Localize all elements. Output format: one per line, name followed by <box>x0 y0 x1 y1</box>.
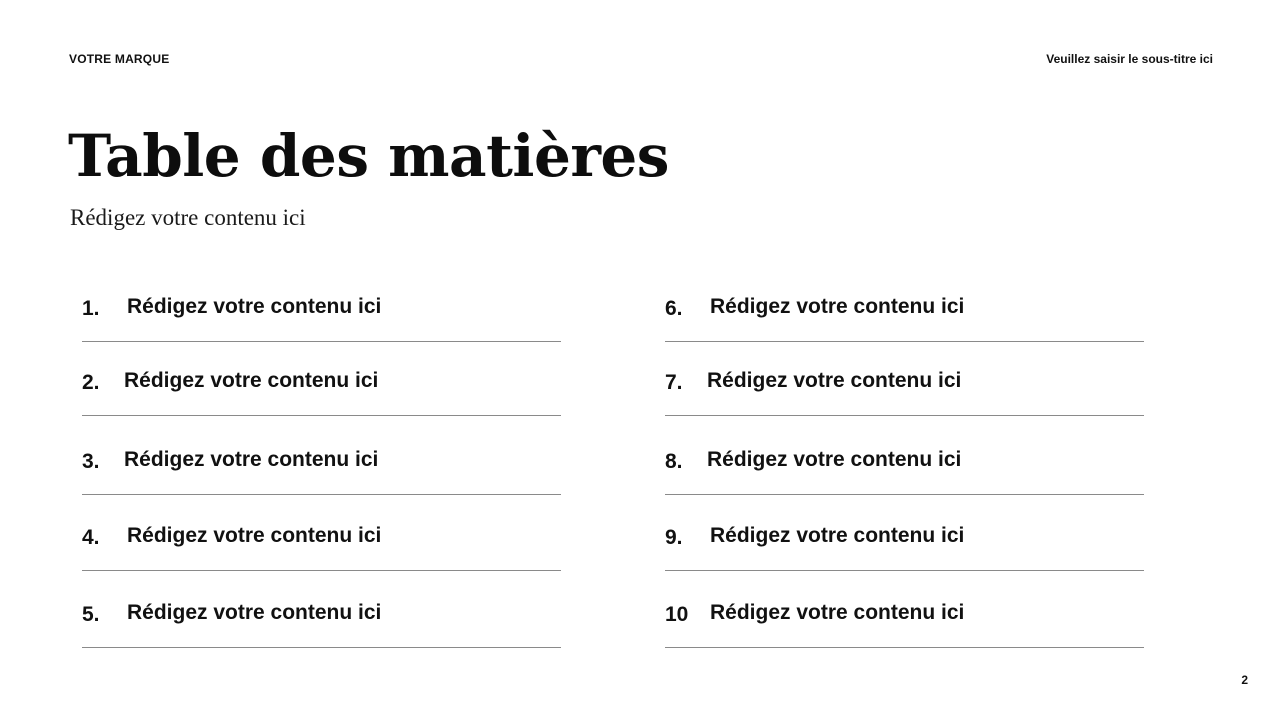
brand-name: VOTRE MARQUE <box>69 52 170 66</box>
toc-item-2[interactable] <box>82 365 561 416</box>
toc-number: 3. <box>82 450 100 473</box>
toc-number: 1. <box>82 297 100 320</box>
toc-label: Rédigez votre contenu ici <box>710 601 965 624</box>
toc-number: 7. <box>665 371 683 394</box>
toc-label: Rédigez votre contenu ici <box>710 524 965 547</box>
toc-item-10[interactable] <box>665 597 1144 648</box>
toc-number: 5. <box>82 603 100 626</box>
toc-number: 4. <box>82 526 100 549</box>
page-number: 2 <box>1241 673 1248 687</box>
toc-label: Rédigez votre contenu ici <box>707 448 962 471</box>
header-subtitle: Veuillez saisir le sous-titre ici <box>1046 52 1213 66</box>
toc-item-8[interactable] <box>665 444 1144 495</box>
toc-label: Rédigez votre contenu ici <box>124 448 379 471</box>
toc-label: Rédigez votre contenu ici <box>127 524 382 547</box>
toc-number: 9. <box>665 526 683 549</box>
toc-number: 10 <box>665 603 689 626</box>
toc-item-7[interactable] <box>665 365 1144 416</box>
toc-item-1[interactable] <box>82 291 561 342</box>
toc-label: Rédigez votre contenu ici <box>124 369 379 392</box>
toc-item-4[interactable] <box>82 520 561 571</box>
toc-label: Rédigez votre contenu ici <box>707 369 962 392</box>
page-title: Table des matières <box>68 122 669 190</box>
toc-label: Rédigez votre contenu ici <box>127 601 382 624</box>
toc-item-5[interactable] <box>82 597 561 648</box>
toc-label: Rédigez votre contenu ici <box>710 295 965 318</box>
toc-number: 8. <box>665 450 683 473</box>
toc-number: 2. <box>82 371 100 394</box>
page-lead: Rédigez votre contenu ici <box>70 205 306 230</box>
toc-item-9[interactable] <box>665 520 1144 571</box>
toc-label: Rédigez votre contenu ici <box>127 295 382 318</box>
toc-item-6[interactable] <box>665 291 1144 342</box>
toc-number: 6. <box>665 297 683 320</box>
toc-item-3[interactable] <box>82 444 561 495</box>
